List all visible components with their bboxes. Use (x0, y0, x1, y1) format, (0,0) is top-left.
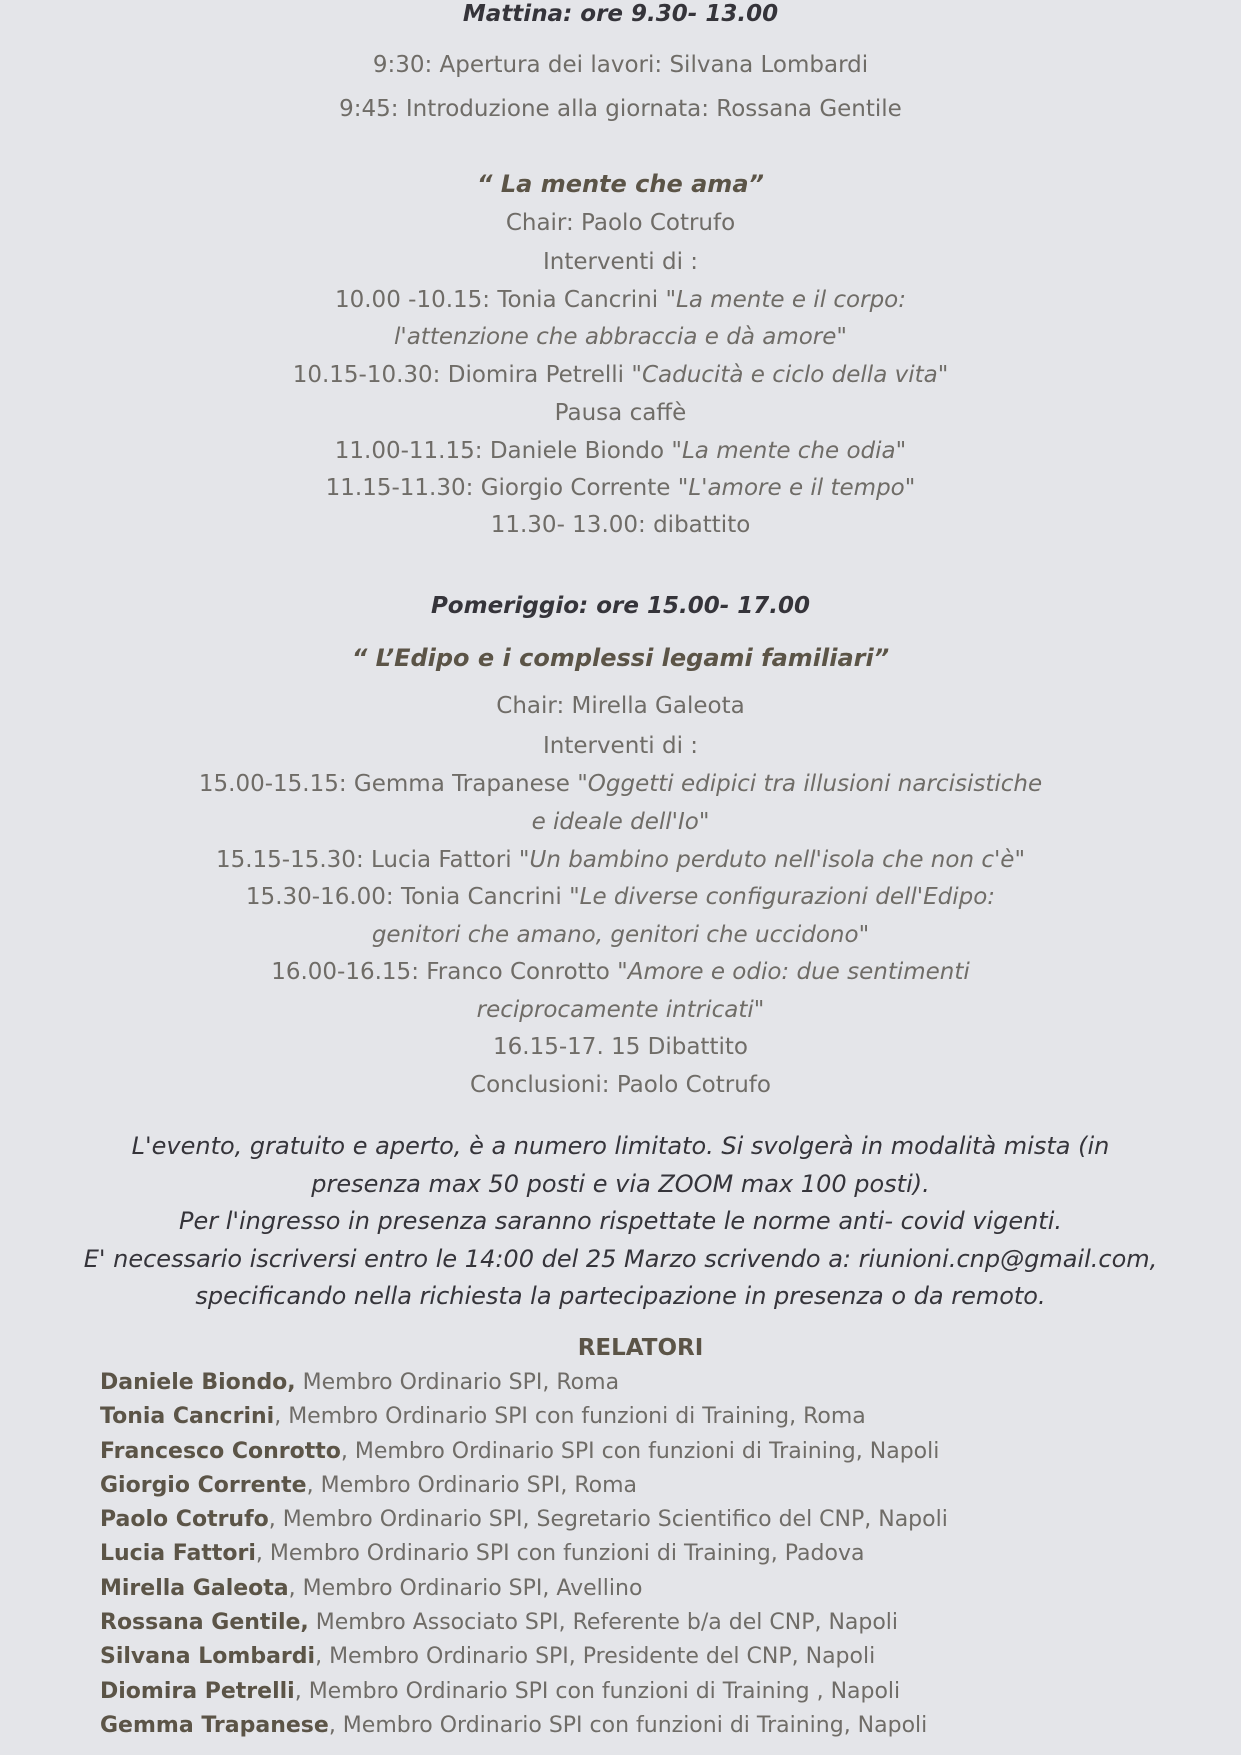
coffee-break: Pausa caffè (554, 400, 687, 426)
speaker-name: Lucia Fattori (100, 1541, 256, 1567)
speaker-role: , Membro Ordinario SPI, Segretario Scientifico del CNP, Napoli (268, 1507, 948, 1533)
morning-theme: “ La mente che ama” (477, 170, 764, 198)
speaker-role: , Membro Ordinario SPI con funzioni di Training, Roma (274, 1404, 866, 1430)
speaker-name: Tonia Cancrini (100, 1404, 275, 1430)
list-item (100, 1675, 1220, 1709)
speaker-name: Giorgio Corrente (100, 1472, 307, 1498)
morning-chair: Chair: Paolo Cotrufo (505, 210, 736, 236)
afternoon-interventions-label: Interventi di : (542, 733, 699, 759)
speaker-list (100, 1366, 1220, 1743)
morning-debate: 11.30- 13.00: dibattito (490, 512, 751, 538)
introduction-line: 9:45: Introduzione alla giornata: Rossana Gentile (339, 96, 902, 122)
morning-talk-2 (0, 360, 1241, 390)
list-item (100, 1469, 1220, 1503)
speaker-name: Gemma Trapanese (100, 1712, 329, 1738)
list-item (100, 1366, 1220, 1400)
talk-time: 10.15-10.30: Diomira Petrelli (292, 362, 632, 388)
speaker-name: Diomira Petrelli (100, 1678, 295, 1704)
afternoon-theme: “ L’Edipo e i complessi legami familiari” (351, 644, 890, 672)
speaker-name: Silvana Lombardi (100, 1644, 316, 1670)
list-item (100, 1606, 1220, 1640)
list-item (100, 1572, 1220, 1606)
morning-talk-1-title-cont: l'attenzione che abbraccia e dà amore" (394, 324, 847, 350)
speaker-role: , Membro Ordinario SPI con funzioni di Training, Napoli (328, 1712, 928, 1738)
speaker-role: Membro Associato SPI, Referente b/a del CNP, Napoli (308, 1610, 899, 1636)
speaker-role: , Membro Ordinario SPI, Presidente del CNP, Napoli (315, 1644, 876, 1670)
morning-talk-3 (0, 436, 1241, 466)
list-item (100, 1537, 1220, 1571)
morning-interventions-label: Interventi di : (542, 249, 699, 275)
talk-time: 16.00-16.15: Franco Conrotto (271, 959, 618, 985)
speaker-role: , Membro Ordinario SPI con funzioni di Training , Napoli (294, 1678, 901, 1704)
afternoon-talk-3-title-cont: genitori che amano, genitori che uccidono" (371, 922, 870, 948)
speaker-name: Mirella Galeota (100, 1575, 289, 1601)
speaker-name: Paolo Cotrufo (100, 1507, 269, 1533)
talk-title: "La mente e il corpo: (665, 287, 906, 313)
talk-time: 15.15-15.30: Lucia Fattori (215, 847, 519, 873)
opening-line: 9:30: Apertura dei lavori: Silvana Lombardi (372, 52, 869, 78)
afternoon-session-title: Pomeriggio: ore 15.00- 17.00 (430, 593, 811, 619)
afternoon-chair: Chair: Mirella Galeota (496, 693, 745, 719)
list-item (100, 1709, 1220, 1743)
event-info-line: Per l'ingresso in presenza saranno rispettate le norme anti- covid vigenti. (178, 1207, 1063, 1236)
talk-title: "La mente che odia" (671, 438, 907, 464)
speaker-name: Rossana Gentile, (100, 1610, 309, 1636)
speaker-role: , Membro Ordinario SPI, Roma (306, 1472, 637, 1498)
afternoon-talk-1 (0, 769, 1241, 799)
talk-time: 15.30-16.00: Tonia Cancrini (245, 884, 570, 910)
speaker-name: Francesco Conrotto (100, 1438, 341, 1464)
afternoon-talk-4-title-cont: reciprocamente intricati" (476, 997, 765, 1023)
afternoon-debate: 16.15-17. 15 Dibattito (493, 1034, 748, 1060)
afternoon-talk-4 (0, 957, 1241, 987)
speaker-role: , Membro Ordinario SPI con funzioni di Training, Napoli (340, 1438, 940, 1464)
talk-time: 10.00 -10.15: Tonia Cancrini (334, 287, 666, 313)
talk-time: 15.00-15.15: Gemma Trapanese (198, 771, 578, 797)
speaker-role: , Membro Ordinario SPI, Avellino (288, 1575, 643, 1601)
talk-title: "Caducità e ciclo della vita" (631, 362, 949, 388)
conclusions: Conclusioni: Paolo Cotrufo (470, 1072, 771, 1098)
event-info (0, 1128, 1241, 1316)
talk-title: "Oggetti edipici tra illusioni narcisistiche (577, 771, 1043, 797)
list-item (100, 1400, 1220, 1434)
afternoon-talk-3 (0, 882, 1241, 912)
list-item (100, 1503, 1220, 1537)
talk-time: 11.15-11.30: Giorgio Corrente (325, 475, 678, 501)
talk-title: "Le diverse configurazioni dell'Edipo: (569, 884, 996, 910)
talk-time: 11.00-11.15: Daniele Biondo (334, 438, 672, 464)
morning-talk-4 (0, 473, 1241, 503)
relatori-heading: RELATORI (577, 1335, 704, 1361)
talk-title: "Un bambino perduto nell'isola che non c'è" (518, 847, 1026, 873)
morning-session-title: Mattina: ore 9.30- 13.00 (462, 1, 779, 27)
speaker-role: , Membro Ordinario SPI con funzioni di Training, Padova (255, 1541, 865, 1567)
list-item (100, 1640, 1220, 1674)
afternoon-talk-1-title-cont: e ideale dell'Io" (531, 809, 710, 835)
talk-title: "Amore e odio: due sentimenti (617, 959, 970, 985)
afternoon-talk-2 (0, 845, 1241, 875)
event-info-line: presenza max 50 posti e via ZOOM max 100 posti). (311, 1169, 930, 1198)
speaker-role: Membro Ordinario SPI, Roma (295, 1370, 620, 1395)
list-item (100, 1435, 1220, 1469)
event-info-line: E' necessario iscriversi entro le 14:00 del 25 Marzo scrivendo a: riunioni.cnp@gmail.com, (83, 1244, 1158, 1273)
event-info-line: L'evento, gratuito e aperto, è a numero limitato. Si svolgerà in modalità mista (in (131, 1132, 1110, 1160)
speaker-name: Daniele Biondo, (100, 1370, 296, 1395)
morning-talk-1 (0, 285, 1241, 315)
event-info-line: specificando nella richiesta la partecipazione in presenza o da remoto. (195, 1282, 1046, 1311)
talk-title: "L'amore e il tempo" (677, 475, 916, 501)
